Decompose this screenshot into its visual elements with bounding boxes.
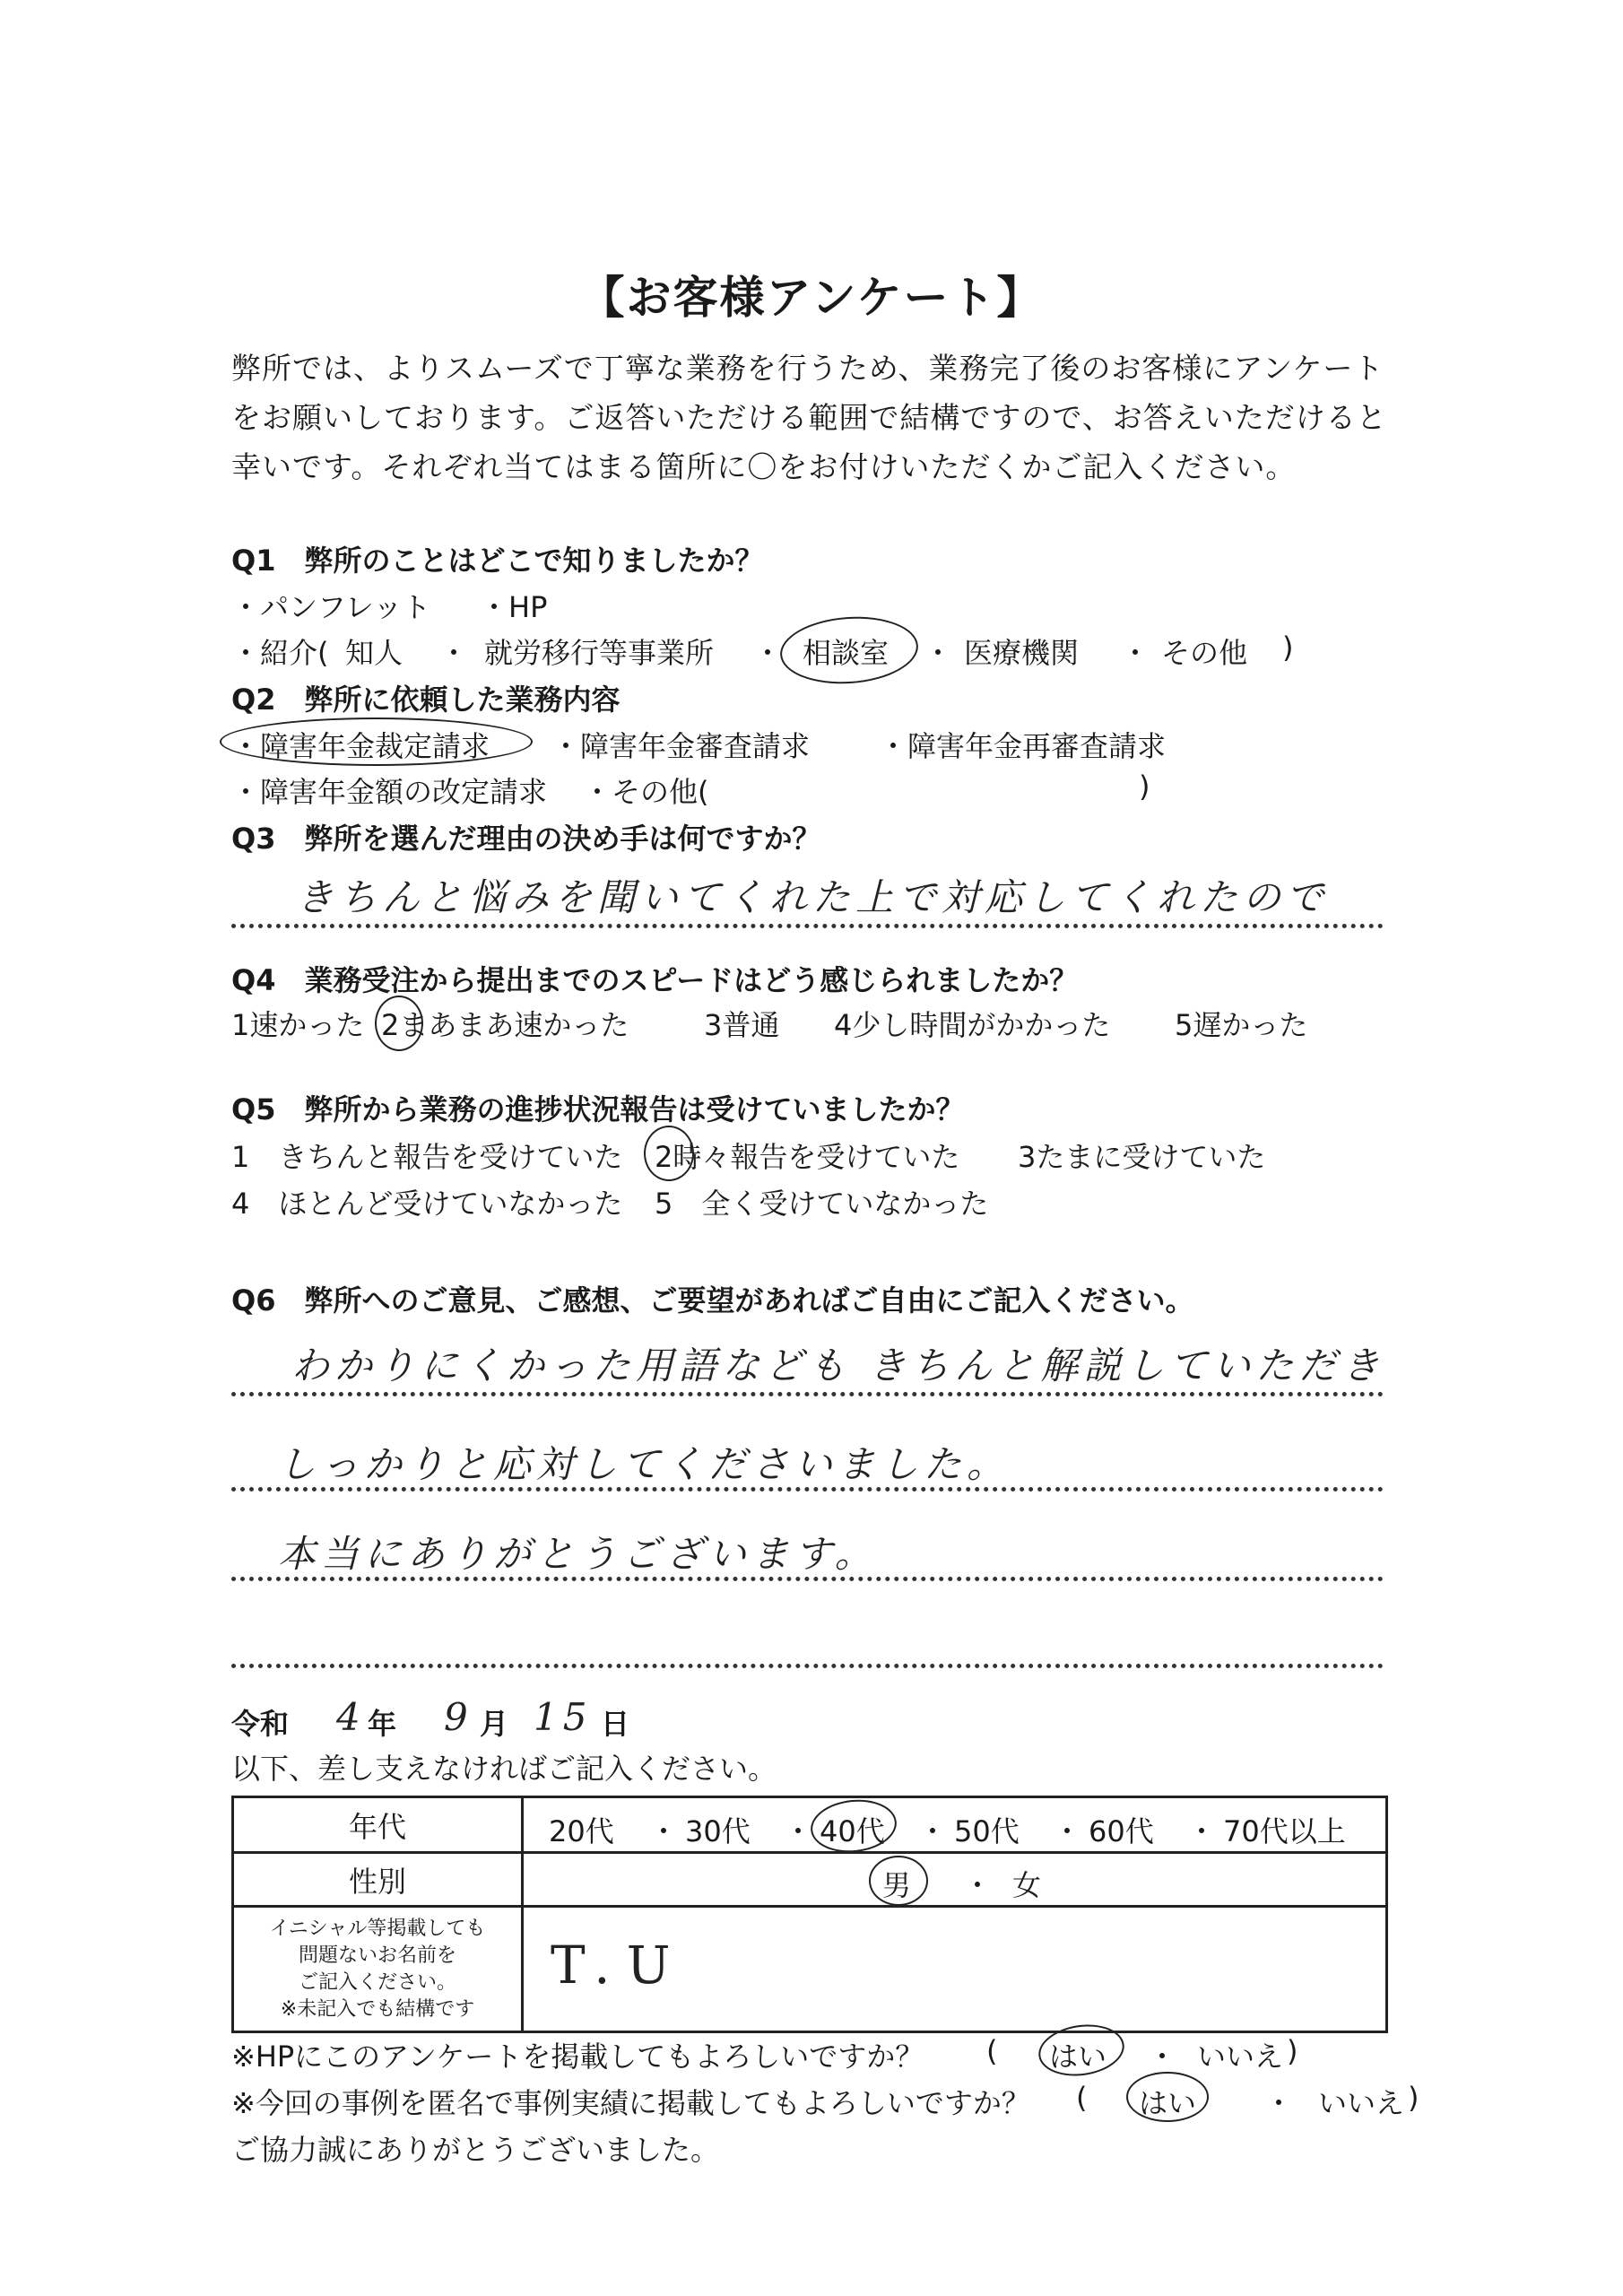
gender-options: [523, 1853, 1387, 1907]
gender-sep: ・: [963, 1868, 993, 1902]
date-day-unit: 日: [601, 1707, 630, 1741]
q4-option-4[interactable]: 4少し時間がかかった: [834, 1008, 1111, 1042]
q5-option-5[interactable]: 5 全く受けていなかった: [655, 1187, 989, 1221]
q2-option-review-claim[interactable]: ・障害年金審査請求: [551, 729, 811, 763]
q5-question: Q5 弊所から業務の進捗状況報告は受けていましたか？: [231, 1092, 965, 1126]
q6-line-4: [231, 1664, 1384, 1668]
q1-option-pamphlet[interactable]: ・パンフレット: [231, 590, 431, 624]
q2-option-amount-revision[interactable]: ・障害年金額の改定請求: [231, 775, 548, 809]
name-label: [233, 1907, 523, 2032]
q1-option-acquaintance[interactable]: 知人: [345, 636, 404, 670]
intro-line-1: 弊所では、よりスムーズで丁寧な業務を行うため、業務完了後のお客様にアンケート: [231, 351, 1384, 386]
q2-option-re-review-claim[interactable]: ・障害年金再審査請求: [879, 729, 1167, 763]
consent1-open: (: [986, 2034, 998, 2068]
q5-option-2[interactable]: 2時々報告を受けていた: [655, 1140, 960, 1174]
q2-question: Q2 弊所に依頼した業務内容: [231, 683, 621, 717]
age-sep-2: ・: [784, 1814, 813, 1848]
age-60s[interactable]: 60代: [1089, 1814, 1154, 1848]
q6-answer-line-3[interactable]: 本当にありがとうございます。: [278, 1532, 878, 1576]
q2-option-other[interactable]: ・その他(: [583, 775, 709, 809]
q6-answer-line-2[interactable]: しっかりと応対してくださいました。: [278, 1442, 1011, 1486]
q1-question: Q1 弊所のことはどこで知りましたか？: [231, 544, 764, 578]
q6-answer-line-1[interactable]: わかりにくかった用語なども きちんと解説していただき: [291, 1344, 1385, 1387]
q1-selected-circle: [778, 613, 921, 689]
q1-sep-1: ・: [439, 636, 469, 670]
gender-female[interactable]: 女: [1012, 1868, 1042, 1902]
q2-option-initial-claim[interactable]: ・障害年金裁定請求: [231, 729, 490, 763]
q1-option-hp[interactable]: ・HP: [480, 590, 548, 624]
survey-title: 【お客様アンケート】: [579, 272, 1044, 324]
age-label: 年代: [233, 1797, 523, 1853]
q1-sep-3: ・: [924, 636, 953, 670]
consent1-no[interactable]: いいえ: [1197, 2039, 1284, 2074]
q4-option-3[interactable]: 3普通: [704, 1008, 780, 1042]
name-label-line-1: イニシャル等掲載しても: [269, 1917, 486, 1940]
q4-option-5[interactable]: 5遅かった: [1175, 1008, 1308, 1042]
name-label-line-3: ご記入ください。: [298, 1970, 456, 1994]
name-label-line-2: 問題ないお名前を: [298, 1944, 456, 1967]
consent1-yes[interactable]: はい: [1049, 2039, 1107, 2074]
q4-option-2[interactable]: 2まあまあ速かった: [381, 1008, 629, 1042]
consent2-close: ): [1408, 2081, 1419, 2115]
age-30s[interactable]: 30代: [685, 1814, 751, 1848]
consent2-open: (: [1076, 2081, 1088, 2115]
intro-line-2: をお願いしております。ご返答いただける範囲で結構ですので、お答えいただけると: [231, 400, 1387, 435]
date-month[interactable]: 9: [444, 1695, 473, 1739]
q1-option-other[interactable]: その他: [1161, 636, 1248, 670]
age-50s[interactable]: 50代: [954, 1814, 1020, 1848]
consent2-selected-circle: [1126, 2072, 1209, 2122]
name-field[interactable]: [523, 1907, 1387, 2032]
q5-selected-circle: [644, 1126, 694, 1181]
optional-note: 以下、差し支えなければご記入ください。: [231, 1752, 777, 1786]
q4-option-1[interactable]: 1速かった: [231, 1008, 365, 1042]
q3-answer-line: [231, 924, 1384, 928]
q6-line-1: [231, 1392, 1384, 1396]
q5-option-1[interactable]: 1 きちんと報告を受けていた: [231, 1140, 623, 1174]
q1-referral-prefix: ・紹介(: [231, 636, 329, 670]
q1-sep-4: ・: [1121, 636, 1150, 670]
consent2-sep: ・: [1264, 2086, 1294, 2120]
date-day[interactable]: 15: [534, 1695, 593, 1739]
consent2-yes[interactable]: はい: [1139, 2086, 1197, 2120]
q6-question: Q6 弊所へのご意見、ご感想、ご要望があればご自由にご記入ください。: [231, 1283, 1194, 1318]
consent2-no[interactable]: いいえ: [1318, 2086, 1405, 2120]
q5-option-3[interactable]: 3たまに受けていた: [1018, 1140, 1266, 1174]
name-value[interactable]: T.U: [551, 1935, 687, 1996]
q1-option-medical[interactable]: 医療機関: [964, 636, 1080, 670]
respondent-info-table: [231, 1796, 1388, 2033]
age-20s[interactable]: 20代: [549, 1814, 614, 1848]
q5-option-4[interactable]: 4 ほとんど受けていなかった: [231, 1187, 623, 1221]
date-era: 令和: [231, 1707, 290, 1741]
q6-line-3: [231, 1577, 1384, 1581]
name-label-line-4: ※未記入でも結構です: [280, 1997, 475, 2021]
q1-option-consultation-room[interactable]: 相談室: [803, 636, 890, 670]
age-sep-5: ・: [1187, 1814, 1217, 1848]
q1-referral-suffix: ): [1282, 631, 1294, 665]
q1-sep-2: ・: [753, 636, 783, 670]
consent1-question: ※HPにこのアンケートを掲載してもよろしいですか？: [231, 2039, 924, 2074]
age-70s-plus[interactable]: 70代以上: [1223, 1814, 1346, 1848]
closing-message: ご協力誠にありがとうございました。: [231, 2133, 720, 2167]
consent1-sep: ・: [1148, 2039, 1177, 2074]
date-month-unit: 月: [480, 1707, 509, 1741]
age-options: [523, 1797, 1387, 1853]
q3-question: Q3 弊所を選んだ理由の決め手は何ですか？: [231, 822, 821, 856]
age-sep-4: ・: [1053, 1814, 1082, 1848]
q6-line-2: [231, 1487, 1384, 1492]
q4-question: Q4 業務受注から提出までのスピードはどう感じられましたか？: [231, 963, 1079, 997]
q4-selected-circle: [375, 996, 423, 1051]
q3-handwritten-answer[interactable]: きちんと悩みを聞いてくれた上で対応してくれたので: [296, 875, 1330, 919]
date-year[interactable]: 4: [336, 1695, 366, 1739]
gender-male[interactable]: 男: [882, 1868, 912, 1902]
age-40s[interactable]: 40代: [820, 1814, 885, 1848]
gender-label: 性別: [233, 1853, 523, 1907]
gender-selected-circle: [869, 1856, 928, 1906]
consent2-question: ※今回の事例を匿名で事例実績に掲載してもよろしいですか？: [231, 2086, 1030, 2120]
q2-other-close: ): [1139, 770, 1150, 804]
intro-line-3: 幸いです。それぞれ当てはまる箇所に〇をお付けいただくかご記入ください。: [231, 449, 1297, 484]
date-year-unit: 年: [368, 1707, 397, 1741]
q2-selected-circle: [220, 718, 533, 766]
age-sep-1: ・: [649, 1814, 679, 1848]
consent1-close: ): [1287, 2034, 1298, 2068]
age-sep-3: ・: [918, 1814, 948, 1848]
q1-option-employment-office[interactable]: 就労移行等事業所: [484, 636, 715, 670]
